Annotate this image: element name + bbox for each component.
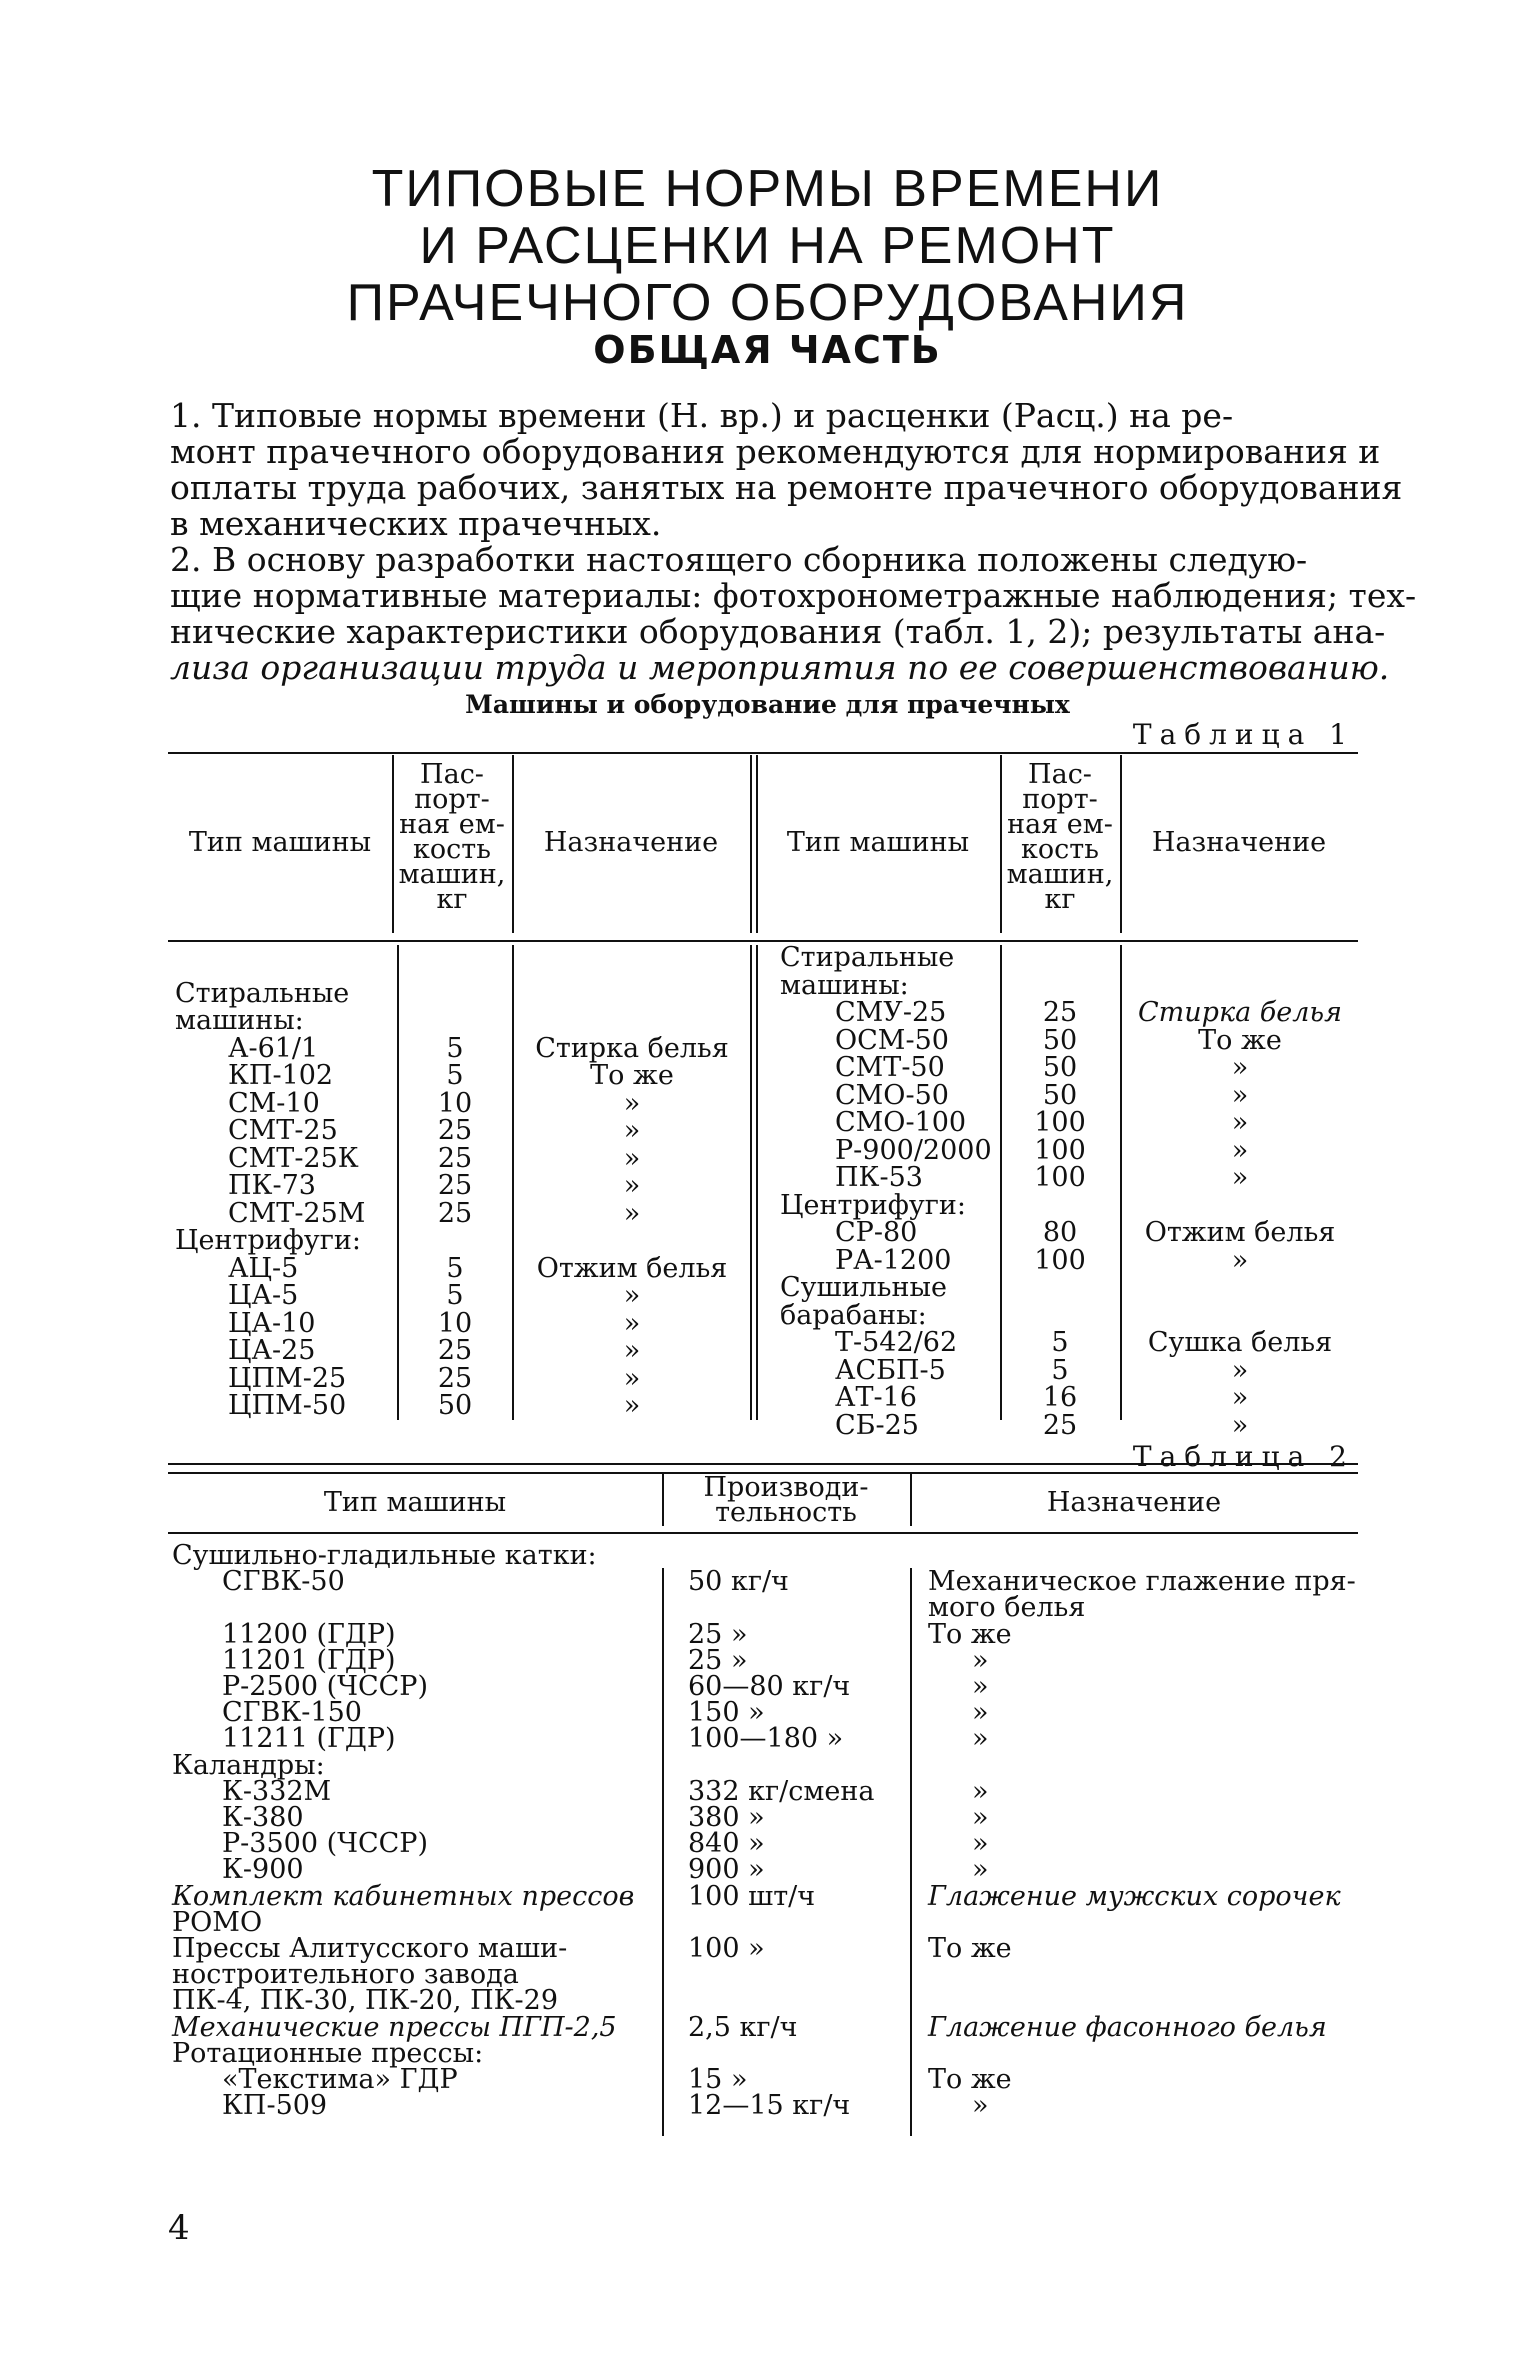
table-2-label: Таблица 2: [1132, 1440, 1355, 1473]
table-1-cell-purpose: Стирка белья: [1138, 997, 1342, 1028]
paragraph-line: 1. Типовые нормы времени (Н. вр.) и расценки (Расц.) на ре-: [170, 396, 1234, 435]
header-line: машин,: [398, 859, 506, 890]
table-1-label: Таблица 1: [1132, 718, 1355, 751]
table-2-cell-type: Механические прессы ПГП-2,5: [172, 2011, 617, 2043]
table-1-cell-capacity: 25: [437, 1115, 473, 1146]
table-2-cell-type: К-332М: [222, 1775, 332, 1807]
table-1-cell-capacity: 80: [1042, 1217, 1078, 1248]
table-2-cell-productivity: 380 »: [688, 1802, 765, 1833]
table-1-cell-purpose: »: [1231, 1079, 1249, 1111]
table-1-cell-purpose: »: [1231, 1244, 1249, 1276]
table-1-cell-purpose: То же: [1198, 1024, 1282, 1056]
table-1-cell-type: СМО-50: [835, 1079, 949, 1111]
table-1-divider: [750, 945, 752, 1420]
title-line-2: И РАСЦЕНКИ НА РЕМОНТ: [419, 217, 1116, 275]
table-2-cell-purpose: »: [972, 1802, 989, 1833]
table-1-cell-capacity: 5: [1051, 1354, 1069, 1386]
table-2-cell-productivity: 150 »: [688, 1697, 765, 1729]
table-2-cell-type: Ротационные прессы:: [172, 2037, 484, 2069]
table-2-cell-productivity: 60—80 кг/ч: [688, 1671, 851, 1702]
table-1-cell-type: барабаны:: [780, 1299, 927, 1331]
table-1-cell-purpose: Стирка белья: [535, 1032, 729, 1064]
table-1-cell-capacity: 25: [1042, 997, 1078, 1028]
table-1-cell-purpose: »: [623, 1170, 641, 1201]
table-2-cell-type: 11211 (ГДР): [222, 1723, 396, 1755]
table-2-cell-purpose: »: [972, 1723, 989, 1755]
table-1-cell-purpose: »: [623, 1087, 641, 1119]
paragraph-line: лиза организации труда и мероприятия по ее совершенствованию.: [170, 648, 1390, 687]
table-1-cell-type: ПК-73: [228, 1170, 316, 1201]
header-line: Пас-: [1028, 759, 1092, 790]
table-1-cell-type: Центрифуги:: [780, 1189, 966, 1221]
table-2-cell-type: К-900: [222, 1854, 304, 1886]
table-1-cell-type: АСБП-5: [835, 1354, 946, 1386]
table-1-cell-purpose: Отжим белья: [1144, 1217, 1336, 1248]
table-1-cell-purpose: »: [623, 1142, 641, 1174]
table-2-cell-purpose: То же: [928, 1618, 1012, 1650]
table-1-cell-capacity: 25: [437, 1142, 473, 1174]
table-1-cell-type: машины:: [780, 969, 909, 1001]
table-2-cell-purpose: Глажение мужских сорочек: [928, 1880, 1341, 1912]
table-1-header-purpose: Назначение: [1151, 827, 1327, 858]
header-line: порт-: [1022, 784, 1098, 815]
table-1-cell-capacity: 25: [1042, 1409, 1078, 1441]
table-2-cell-purpose: »: [972, 1828, 989, 1860]
table-2-cell-type: СГВК-50: [222, 1566, 345, 1598]
paragraph-line: монт прачечного оборудования рекомендуются для нормирования и: [170, 432, 1381, 471]
header-line: машин,: [1006, 859, 1114, 890]
table-1-cell-capacity: 5: [446, 1280, 464, 1311]
table-1-cell-type: СМО-100: [835, 1107, 967, 1138]
table-1-cell-purpose: »: [623, 1335, 641, 1366]
table-2-cell-productivity: 840 »: [688, 1828, 765, 1860]
table-1-cell-purpose: »: [1231, 1052, 1249, 1083]
table-1-cell-capacity: 25: [437, 1170, 473, 1201]
table-1-cell-purpose: »: [1231, 1382, 1249, 1413]
table-1-cell-purpose: Сушка белья: [1147, 1327, 1333, 1358]
table-1-cell-type: Стиральные: [780, 942, 955, 973]
table-1-cell-type: СМ-10: [228, 1087, 320, 1119]
header-line: ная ем-: [1007, 809, 1113, 840]
table-2-cell-purpose: »: [972, 1697, 989, 1729]
table-2-cell-productivity: 100—180 »: [688, 1723, 844, 1755]
table-1-cell-type: СМТ-25М: [228, 1197, 366, 1229]
table-1-divider: [1000, 945, 1002, 1420]
table-1-cell-purpose: »: [623, 1390, 641, 1421]
table-2-header-type: Тип машины: [323, 1487, 507, 1518]
table-1-cell-type: ЦА-5: [228, 1280, 299, 1311]
table-2-cell-purpose: »: [972, 1775, 989, 1807]
table-1-cell-capacity: 50: [1042, 1079, 1078, 1111]
table-1-cell-purpose: »: [623, 1307, 641, 1339]
table-2-cell-type: РОМО: [172, 1906, 263, 1938]
table-2-cell-productivity: 50 кг/ч: [688, 1566, 789, 1598]
table-2-cell-purpose: мого белья: [928, 1592, 1086, 1624]
paragraph-line: в механических прачечных.: [170, 504, 662, 543]
header-line: кг: [1044, 884, 1076, 915]
table-2-cell-type: Р-3500 (ЧССР): [222, 1828, 429, 1860]
table-1-top-rule: [168, 752, 1358, 754]
table-2-cell-type: К-380: [222, 1802, 304, 1833]
table-1-cell-type: А-61/1: [228, 1032, 319, 1064]
table-1-cell-purpose: »: [1231, 1409, 1249, 1441]
table-2-cell-type: «Текстима» ГДР: [222, 2064, 458, 2095]
table-2-cell-purpose: »: [972, 1671, 989, 1702]
table-1-divider: [397, 945, 399, 1420]
table-1-cell-type: Т-542/62: [835, 1327, 958, 1358]
table-1-cell-type: ОСМ-50: [835, 1024, 949, 1056]
table-1-cell-capacity: 100: [1034, 1244, 1086, 1276]
table-1-header-capacity: [392, 759, 512, 915]
section-title: ОБЩАЯ ЧАСТЬ: [593, 328, 942, 372]
table-2-cell-productivity: 100 »: [688, 1933, 765, 1964]
title-line-3: ПРАЧЕЧНОГО ОБОРУДОВАНИЯ: [346, 274, 1189, 332]
table-1-cell-type: СБ-25: [835, 1409, 919, 1441]
table-1-cell-capacity: 100: [1034, 1107, 1086, 1138]
table-1-cell-type: ЦПМ-50: [228, 1390, 347, 1421]
table-1-header-type: Тип машины: [786, 827, 970, 858]
table-2-cell-purpose: То же: [928, 2064, 1012, 2095]
paragraph-1: [170, 396, 1403, 543]
table-1-cell-capacity: 100: [1034, 1162, 1086, 1193]
table-1-cell-purpose: »: [623, 1280, 641, 1311]
table-2-cell-productivity: 15 »: [688, 2064, 748, 2095]
table-1-cell-purpose: »: [623, 1362, 641, 1394]
table-1-header-rule: [168, 940, 1358, 942]
table-1-cell-type: ЦПМ-25: [228, 1362, 347, 1394]
table-2-cell-type: 11201 (ГДР): [222, 1644, 396, 1676]
header-line: Производи-: [703, 1472, 869, 1503]
table-2-cell-purpose: Механическое глажение пря-: [928, 1566, 1356, 1598]
table-1-cell-type: ЦА-25: [228, 1335, 316, 1366]
header-line: кость: [1021, 834, 1099, 865]
paragraph-line: оплаты труда рабочих, занятых на ремонте прачечного оборудования: [170, 468, 1403, 507]
paragraph-line: щие нормативные материалы: фотохронометражные наблюдения; тех-: [170, 576, 1417, 615]
table-2-header-productivity: [662, 1472, 910, 1528]
table-2-cell-productivity: 25 »: [688, 1618, 748, 1650]
table-1-cell-capacity: 25: [437, 1197, 473, 1229]
paragraph-line: 2. В основу разработки настоящего сборника положены следую-: [170, 540, 1308, 579]
table-1-cell-purpose: Отжим белья: [536, 1252, 728, 1284]
table-2-cell-type: Сушильно-гладильные катки:: [172, 1540, 597, 1571]
table-2-cell-type: Комплект кабинетных прессов: [172, 1880, 635, 1912]
table-1-header-capacity: [1000, 759, 1120, 915]
table-1-caption: Машины и оборудование для прачечных: [465, 690, 1070, 719]
table-2-cell-productivity: 332 кг/смена: [688, 1775, 875, 1807]
header-line: тельность: [715, 1497, 857, 1528]
table-1-header-purpose: Назначение: [543, 827, 719, 858]
table-2-cell-purpose: То же: [928, 1933, 1012, 1964]
table-1-cell-type: СМТ-50: [835, 1052, 945, 1083]
header-line: кость: [413, 834, 491, 865]
table-1-cell-capacity: 25: [437, 1362, 473, 1394]
table-2-cell-type: КП-509: [222, 2090, 328, 2122]
table-1-cell-capacity: 25: [437, 1335, 473, 1366]
table-2-cell-purpose: Глажение фасонного белья: [928, 2011, 1327, 2043]
table-1-cell-type: ЦА-10: [228, 1307, 316, 1339]
table-1-cell-capacity: 50: [1042, 1052, 1078, 1083]
table-1-cell-type: СМУ-25: [835, 997, 947, 1028]
table-2-cell-type: Р-2500 (ЧССР): [222, 1671, 429, 1702]
table-1-cell-type: КП-102: [228, 1060, 334, 1091]
table-1-cell-capacity: 10: [437, 1087, 473, 1119]
table-1-cell-type: Сушильные: [780, 1272, 947, 1303]
table-1-cell-type: СМТ-25К: [228, 1142, 359, 1174]
table-2-cell-purpose: »: [972, 2090, 989, 2122]
title-line-1: ТИПОВЫЕ НОРМЫ ВРЕМЕНИ: [371, 160, 1164, 218]
table-2-cell-productivity: 12—15 кг/ч: [688, 2090, 851, 2122]
table-1-cell-purpose: »: [1231, 1107, 1249, 1138]
table-2-cell-productivity: 2,5 кг/ч: [688, 2011, 798, 2043]
table-1-cell-type: АТ-16: [835, 1382, 917, 1413]
table-1-divider: [750, 755, 752, 933]
table-1-cell-type: Центрифуги:: [175, 1225, 361, 1256]
table-2-cell-type: СГВК-150: [222, 1697, 362, 1729]
table-2-cell-type: ностроительного завода: [172, 1959, 519, 1991]
table-1-cell-purpose: »: [623, 1197, 641, 1229]
table-1-cell-purpose: »: [1231, 1162, 1249, 1193]
header-line: ная ем-: [399, 809, 505, 840]
table-2-cell-type: ПК-4, ПК-30, ПК-20, ПК-29: [172, 1985, 559, 2017]
table-1-cell-capacity: 5: [446, 1032, 464, 1064]
table-1-cell-capacity: 100: [1034, 1134, 1086, 1166]
table-1-cell-purpose: »: [1231, 1354, 1249, 1386]
table-1-cell-capacity: 5: [446, 1060, 464, 1091]
table-2-cell-productivity: 900 »: [688, 1854, 765, 1886]
table-1-cell-purpose: »: [1231, 1134, 1249, 1166]
table-2-cell-productivity: 100 шт/ч: [688, 1880, 816, 1912]
header-line: порт-: [414, 784, 490, 815]
table-1-header-type: Тип машины: [188, 827, 372, 858]
table-1-cell-type: машины:: [175, 1005, 304, 1036]
table-1-cell-type: СР-80: [835, 1217, 918, 1248]
paragraph-line: нические характеристики оборудования (табл. 1, 2); результаты ана-: [170, 612, 1386, 651]
table-2-header-purpose: Назначение: [1046, 1487, 1222, 1518]
table-1-divider: [756, 945, 758, 1420]
table-1-cell-capacity: 50: [437, 1390, 473, 1421]
table-2-cell-productivity: 25 »: [688, 1644, 748, 1676]
table-1-cell-type: Р-900/2000: [835, 1134, 992, 1166]
table-1-cell-capacity: 50: [1042, 1024, 1078, 1056]
table-2-cell-purpose: »: [972, 1854, 989, 1886]
table-2-divider: [910, 1568, 912, 2136]
table-2-header-rule: [168, 1532, 1358, 1534]
table-1-cell-type: АЦ-5: [228, 1252, 299, 1284]
table-1-cell-type: ПК-53: [835, 1162, 923, 1193]
header-line: кг: [436, 884, 468, 915]
table-1-cell-type: СМТ-25: [228, 1115, 338, 1146]
table-1-cell-purpose: То же: [590, 1060, 674, 1091]
paragraph-2: [170, 540, 1417, 687]
page-number: 4: [168, 2208, 190, 2248]
table-1-cell-capacity: 5: [1051, 1327, 1069, 1358]
table-1-cell-capacity: 5: [446, 1252, 464, 1284]
table-2-divider: [662, 1568, 664, 2136]
table-2-cell-type: Каландры:: [172, 1749, 325, 1781]
table-2-cell-type: Прессы Алитусского маши-: [172, 1933, 568, 1964]
table-2-cell-purpose: »: [972, 1644, 989, 1676]
table-1-cell-type: Стиральные: [175, 977, 350, 1009]
table-1-cell-type: РА-1200: [835, 1244, 952, 1276]
table-1-cell-purpose: »: [623, 1115, 641, 1146]
table-2-cell-type: 11200 (ГДР): [222, 1618, 396, 1650]
table-1-cell-capacity: 10: [437, 1307, 473, 1339]
table-1-cell-capacity: 16: [1042, 1382, 1078, 1413]
header-line: Пас-: [420, 759, 484, 790]
